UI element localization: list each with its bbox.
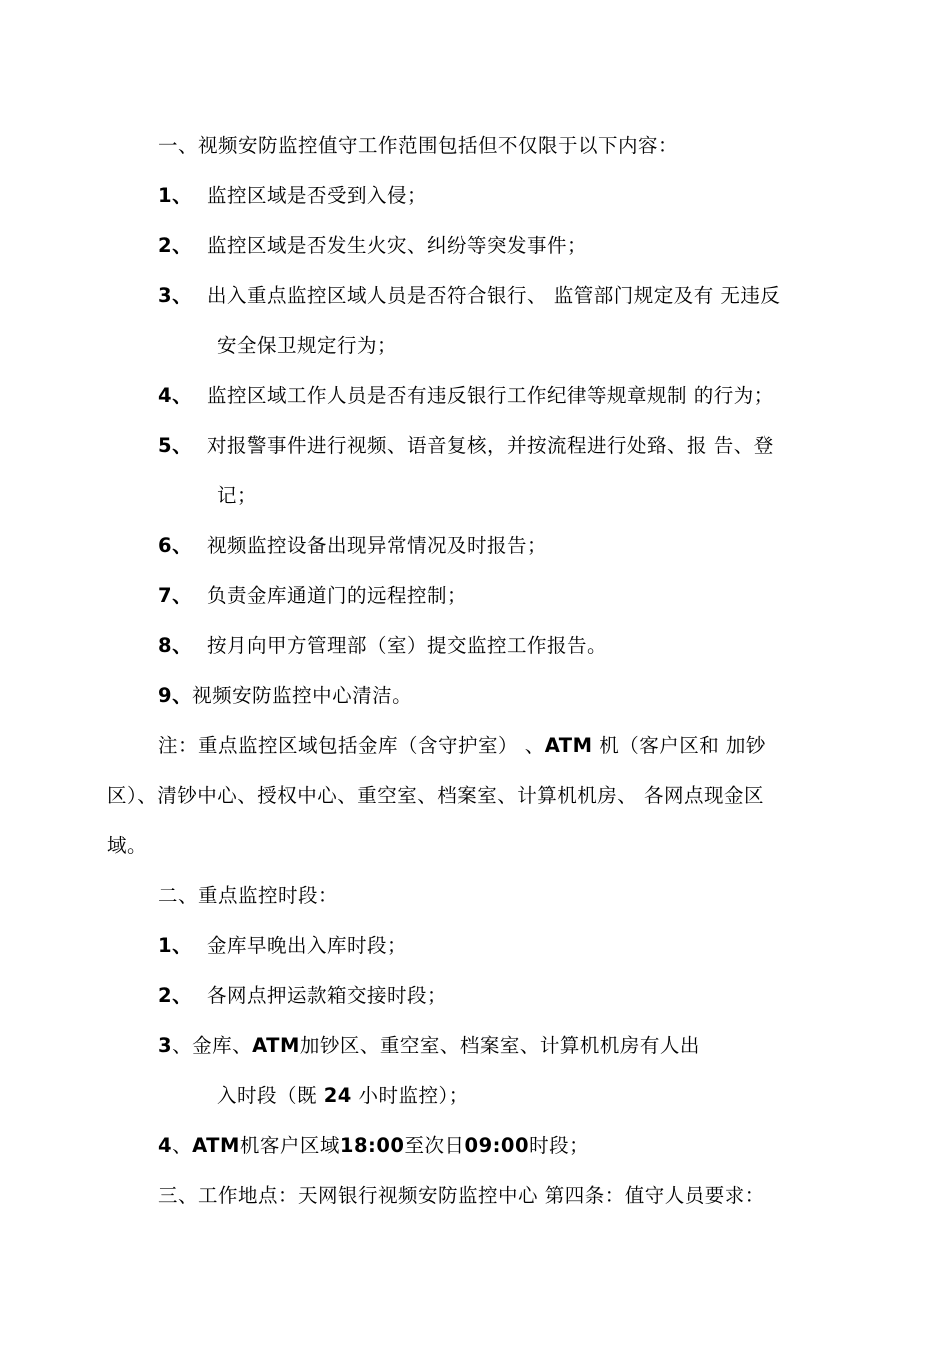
atm-text: ATM	[192, 1134, 240, 1157]
list-item	[158, 632, 607, 660]
list-item	[158, 1132, 589, 1160]
note-text: 注：重点监控区域包括金库（含守护室） 、	[158, 734, 545, 757]
list-item	[158, 682, 412, 710]
item-number: 5、	[158, 434, 193, 457]
item-text: 监控区域是否受到入侵；	[207, 184, 428, 207]
item-number: 1、	[158, 934, 193, 957]
item-text: 小时监控）；	[351, 1084, 469, 1107]
time-start: 18:00	[339, 1134, 405, 1157]
item-number: 3、	[158, 284, 193, 307]
list-item	[158, 982, 447, 1010]
item-text: 时段；	[529, 1134, 590, 1157]
section1-heading: 一、视频安防监控值守工作范围包括但不仅限于以下内容：	[158, 134, 679, 157]
item-text: 、金库、	[172, 1034, 253, 1057]
item-number: 7、	[158, 584, 193, 607]
item-text: 按月向甲方管理部（室）提交监控工作报告。	[207, 634, 608, 657]
item-text: 监控区域是否发生火灾、纠纷等突发事件；	[207, 234, 588, 257]
item-number: 1、	[158, 184, 193, 207]
list-item	[158, 582, 467, 610]
note-line	[158, 732, 766, 760]
list-item	[158, 1032, 700, 1060]
item-continuation: 安全保卫规定行为；	[217, 334, 398, 357]
item-continuation: 记；	[217, 484, 258, 507]
list-item	[158, 432, 774, 460]
list-item	[158, 182, 427, 210]
item-text: 出入重点监控区域人员是否符合银行、 监管部门规定及有 无违反	[207, 284, 781, 307]
item-text: 入时段（既	[217, 1084, 324, 1107]
list-item	[158, 532, 547, 560]
item-number: 2、	[158, 984, 193, 1007]
item-number: 9、	[158, 684, 193, 707]
list-item	[158, 232, 587, 260]
list-item	[158, 382, 774, 410]
note-text: 机（客户区和 加钞	[592, 734, 766, 757]
item-number: 3	[158, 1034, 173, 1057]
time-end: 09:00	[464, 1134, 530, 1157]
item-text: 各网点押运款箱交接时段；	[207, 984, 448, 1007]
item-number: 2、	[158, 234, 193, 257]
item-text: 、	[172, 1134, 193, 1157]
item-text: 对报警事件进行视频、语音复核，并按流程进行处臵、报 告、登	[207, 434, 774, 457]
list-item	[158, 932, 407, 960]
note-line: 区）、清钞中心、授权中心、重空室、档案室、计算机机房、 各网点现金区	[107, 784, 764, 807]
item-text: 机客户区域	[239, 1134, 340, 1157]
item-number: 4、	[158, 384, 193, 407]
note-line: 域。	[107, 834, 148, 857]
item-text: 视频监控设备出现异常情况及时报告；	[207, 534, 548, 557]
item-text: 加钞区、重空室、档案室、计算机机房有人出	[299, 1034, 700, 1057]
section2-heading: 二、重点监控时段：	[158, 884, 339, 907]
hours-number: 24	[323, 1084, 352, 1107]
section3-line: 三、工作地点：天网银行视频安防监控中心 第四条：值守人员要求：	[158, 1184, 765, 1207]
item-text: 至次日	[404, 1134, 465, 1157]
item-text: 视频安防监控中心清洁。	[192, 684, 413, 707]
item-number: 4	[158, 1134, 173, 1157]
item-text: 负责金库通道门的远程控制；	[207, 584, 468, 607]
item-text: 金库早晚出入库时段；	[207, 934, 408, 957]
list-item	[158, 282, 780, 310]
atm-text: ATM	[252, 1034, 300, 1057]
item-number: 6、	[158, 534, 193, 557]
item-number: 8、	[158, 634, 193, 657]
item-text: 监控区域工作人员是否有违反银行工作纪律等规章规制 的行为；	[207, 384, 774, 407]
item-continuation	[217, 1082, 469, 1110]
atm-text: ATM	[544, 734, 593, 757]
